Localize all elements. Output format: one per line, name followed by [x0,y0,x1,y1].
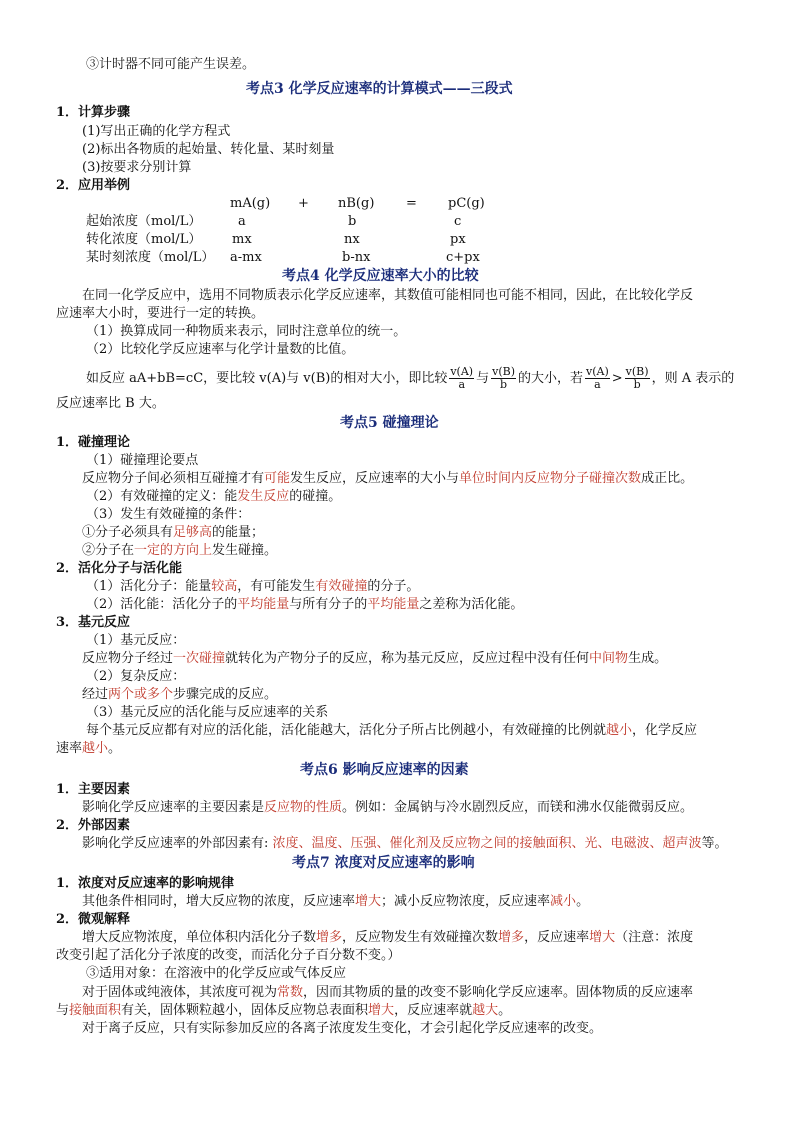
paragraph [82,470,693,488]
highlight: 较高 [211,579,238,594]
text: 每个基元反应都有对应的活化能，活化能越大，活化分子所占比例越小，有效碰撞的比例就 [86,723,607,738]
paragraph [56,740,121,758]
fraction-vb-b [491,366,516,391]
text: 步骤完成的反应。 [173,687,278,702]
step-2: (2)标出各物质的起始量、转化量、某时刻量 [82,142,335,157]
paragraph: （1）换算成同一种物质来表示，同时注意单位的统一。 [86,324,407,339]
highlight: 可能 [264,471,291,486]
cell-a: a-mx [230,250,262,265]
text: 生成。 [628,651,668,666]
fraction-va-a [585,366,610,391]
paragraph-timer-error: ③计时器不同可能产生误差。 [86,57,256,72]
step-3: (3)按要求分别计算 [82,160,192,175]
paragraph [82,799,693,817]
paragraph [86,722,697,740]
section-title: 2．微观解释 [56,912,131,927]
paragraph [56,1002,511,1020]
section-title: 1．碰撞理论 [56,435,131,450]
text: 就转化为产物分子的反应，称为基元反应，反应过程中没有任何 [225,651,590,666]
text: 发生碰撞。 [212,543,278,558]
section-title: 1．浓度对反应速率的影响规律 [56,876,235,891]
text: 影响化学反应速率的外部因素有: [82,836,273,851]
text: ，化学反应 [632,723,698,738]
text: 有关，固体颗粒越小，固体反应物总表面积 [121,1003,369,1018]
paragraph: （3）基元反应的活化能与反应速率的关系 [86,705,329,720]
cell-c: c+px [446,250,480,265]
text: （2）有效碰撞的定义：能 [86,489,238,504]
paragraph: （2）比较化学反应速率与化学计量数的比值。 [86,342,355,357]
text: 经过 [82,687,109,702]
highlight: 减小 [550,894,577,909]
denominator: a [594,378,601,391]
text: ，反应速率 [524,930,590,945]
highlight: 两个或多个 [108,687,174,702]
section-title: 2．活化分子与活化能 [56,561,183,576]
paragraph [82,524,264,542]
paragraph [82,929,693,947]
text: 增大反应物浓度，单位体积内活化分子数 [82,930,317,945]
cell-b: b [348,214,357,229]
paragraph [82,984,693,1002]
fraction-vb-b [625,366,650,391]
text: ，因而其物质的量的改变不影响化学反应速率。固体物质的反应速率 [303,985,694,1000]
paragraph: （1）碰撞理论要点 [86,453,199,468]
cell-a: mx [232,232,252,247]
text: ，有可能发生 [237,579,316,594]
highlight: 增大 [368,1003,395,1018]
highlight: 越大 [472,1003,499,1018]
paragraph: （1）基元反应： [86,633,186,648]
denominator: b [633,378,641,391]
cell-b: b-nx [342,250,371,265]
denominator: b [500,378,508,391]
text: 反应物分子经过 [82,651,174,666]
heading-topic-3: 考点3 化学反应速率的计算模式——三段式 [246,81,513,97]
text: 成正比。 [641,471,694,486]
text: ，反应速率就 [394,1003,473,1018]
text: 之差称为活化能。 [419,597,524,612]
plus-sign: + [298,196,309,211]
cell-c: px [450,232,466,247]
cell-c: c [454,214,462,229]
highlight: 平均能量 [237,597,290,612]
text: ，则 A 表示的 [651,371,735,386]
heading-topic-5: 考点5 碰撞理论 [340,415,439,431]
paragraph [82,686,277,704]
highlight: 越小 [82,741,109,756]
highlight: 接触面积 [69,1003,122,1018]
paragraph: 应速率大小时，要进行一定的转换。 [56,306,265,321]
highlight: 增大 [355,894,382,909]
text: 。 [498,1003,512,1018]
text: （2）活化能：活化分子的 [86,597,238,612]
text: ；减小反应物浓度，反应速率 [381,894,551,909]
text: 等。 [701,836,728,851]
text: 的碰撞。 [289,489,342,504]
text: ①分子必须具有 [82,525,174,540]
denominator: a [458,378,465,391]
section-title: 1．主要因素 [56,782,131,797]
highlight: 增大 [589,930,616,945]
paragraph: 改变引起了活化分子浓度的改变，而活化分子百分数不变。） [56,948,401,963]
cell-a: a [238,214,246,229]
text: 。 [108,741,122,756]
paragraph [86,596,523,614]
paragraph: （3）发生有效碰撞的条件： [86,507,251,522]
highlight: 浓度、温度、压强、催化剂及反应物之间的接触面积、光、电磁波、超声波 [272,836,702,851]
highlight: 越小 [606,723,633,738]
text: （注意：浓度 [615,930,694,945]
numerator: v(A) [586,365,609,378]
text: 对于固体或纯液体，其浓度可视为 [82,985,278,1000]
paragraph: （2）复杂反应： [86,669,186,684]
step-1: (1)写出正确的化学方程式 [82,124,231,139]
text: 与 [476,371,490,386]
text: ，反应物发生有效碰撞次数 [342,930,499,945]
highlight: 足够高 [173,525,213,540]
numerator: v(B) [492,365,515,378]
text: 与所有分子的 [289,597,368,612]
paragraph [82,835,728,853]
text: 影响化学反应速率的主要因素是 [82,800,265,815]
text: 其他条件相同时，增大反应物的浓度，反应速率 [82,894,356,909]
highlight: 平均能量 [367,597,420,612]
section-example-title: 2．应用举例 [56,178,131,193]
paragraph: ③适用对象：在溶液中的化学反应或气体反应 [86,966,347,981]
highlight: 常数 [277,985,304,1000]
paragraph [86,578,419,596]
text: 如反应 aA+bB=cC，要比较 v(A)与 v(B)的相对大小，即比较 [86,371,448,386]
highlight: 中间物 [589,651,629,666]
text: 的大小，若 [518,371,584,386]
text: 发生反应，反应速率的大小与 [290,471,460,486]
highlight: 有效碰撞 [315,579,368,594]
highlight: 增多 [316,930,343,945]
text: （1）活化分子：能量 [86,579,212,594]
section-title: 3．基元反应 [56,615,131,630]
paragraph [82,650,667,668]
numerator: v(A) [450,365,474,378]
text: 。例如：金属钠与冷水剧烈反应，而镁和沸水仅能微弱反应。 [342,800,694,815]
numerator: v(B) [625,365,649,378]
cell-b: nx [344,232,360,247]
paragraph: 反应速率比 B 大。 [56,396,165,411]
paragraph [82,542,277,560]
paragraph [82,893,589,911]
text: 。 [576,894,590,909]
highlight: 增多 [498,930,525,945]
highlight: 一次碰撞 [173,651,226,666]
highlight: 发生反应 [237,489,290,504]
row-label: 转化浓度（mol/L） [86,232,202,247]
highlight: 反应物的性质 [264,800,343,815]
product-c: pC(g) [448,196,485,211]
section-calc-steps-title: 1．计算步骤 [56,105,131,120]
text: 反应物分子间必须相互碰撞才有 [82,471,265,486]
reactant-b: nB(g) [338,196,375,211]
row-label: 某时刻浓度（mol/L） [86,250,215,265]
highlight: 单位时间内反应物分子碰撞次数 [459,471,642,486]
text: ②分子在 [82,543,135,558]
row-label: 起始浓度（mol/L） [86,214,202,229]
paragraph [86,488,341,506]
greater-than-sign: > [611,371,623,386]
reactant-a: mA(g) [230,196,271,211]
text: 速率 [56,741,83,756]
text: 的能量； [212,525,265,540]
equals-sign: = [406,196,417,211]
heading-topic-6: 考点6 影响反应速率的因素 [300,762,469,778]
text: 的分子。 [367,579,420,594]
section-title: 2．外部因素 [56,818,131,833]
heading-topic-7: 考点7 浓度对反应速率的影响 [292,855,475,871]
paragraph: 在同一化学反应中，选用不同物质表示化学反应速率，其数值可能相同也可能不相同，因此，在比较化学反 [82,288,694,303]
paragraph-rate-comparison [86,366,734,391]
fraction-va-a [449,366,474,391]
heading-topic-4: 考点4 化学反应速率大小的比较 [282,268,479,284]
paragraph: 对于离子反应，只有实际参加反应的各离子浓度发生变化，才会引起化学反应速率的改变。 [82,1021,603,1036]
text: 与 [56,1003,70,1018]
highlight: 一定的方向上 [134,543,213,558]
